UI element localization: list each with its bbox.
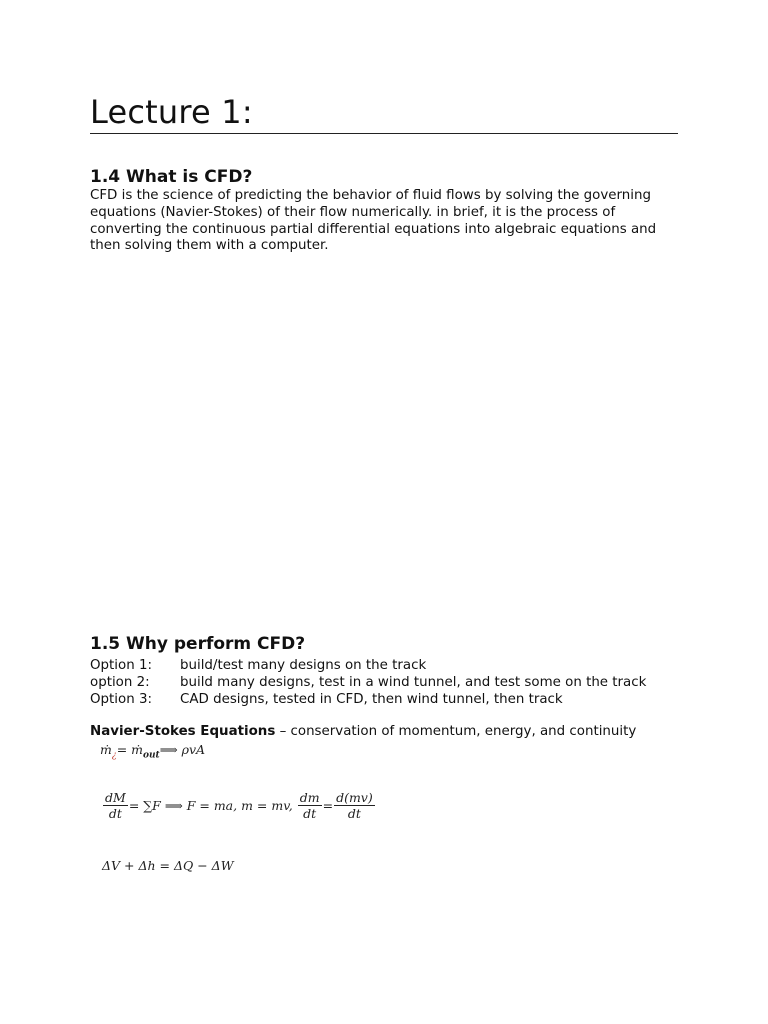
eq2-fraction-1 [103, 790, 128, 821]
eq2-f1-denominator: dt [108, 806, 122, 821]
eq2-f1-numerator: dM [105, 790, 126, 805]
eq1-equals: = ṁ [116, 742, 143, 757]
eq1-rest: ⟹ ρvA [159, 742, 206, 757]
what-is-cfd-paragraph: CFD is the science of predicting the behavior of fluid flows by solving the governing equations (Navier-Stokes) of their flow numerically. in brief, it is the process of converting the continuous partial differential equations into algebraic equations and then solving them with a computer. [90, 188, 657, 254]
eq2-equals: = [322, 798, 334, 813]
energy-equation: ΔV + Δh = ΔQ − ΔW [102, 858, 234, 873]
eq2-middle: = ∑F ⟹ F = ma, m = mv, [128, 798, 293, 813]
option-label: Option 1: [90, 658, 152, 673]
eq2-f2-numerator: dm [299, 790, 320, 805]
continuity-equation [100, 742, 205, 761]
option-text: CAD designs, tested in CFD, then wind tunnel, then track [180, 691, 563, 707]
eq1-rhs-subscript: out [143, 750, 160, 761]
eq1-lhs: ṁ [100, 742, 112, 757]
lecture-title: Lecture 1: [90, 93, 253, 131]
eq2-f2-denominator: dt [303, 806, 317, 821]
navier-stokes-line [90, 724, 636, 741]
option-text: build many designs, test in a wind tunnel, and test some on the track [180, 674, 647, 690]
option-row-2 [90, 675, 710, 692]
navier-stokes-label: Navier-Stokes Equations [90, 724, 276, 739]
section-heading-what-is-cfd: 1.4 What is CFD? [90, 167, 253, 187]
eq2-fraction-3 [334, 790, 375, 821]
options-list [90, 658, 710, 708]
option-row-1 [90, 658, 710, 675]
eq1-lhs-subscript: ¿ [111, 750, 117, 761]
section-heading-why-perform-cfd: 1.5 Why perform CFD? [90, 634, 306, 654]
eq2-f3-denominator: dt [347, 806, 361, 821]
title-rule [90, 133, 678, 134]
navier-stokes-description: – conservation of momentum, energy, and continuity [275, 724, 637, 739]
eq2-f3-numerator: d(mv) [336, 790, 373, 805]
option-label: Option 3: [90, 691, 152, 707]
momentum-equation [102, 790, 376, 821]
option-label: option 2: [90, 674, 150, 690]
eq2-fraction-2 [298, 790, 322, 821]
option-row-3 [90, 692, 710, 709]
option-text: build/test many designs on the track [180, 658, 427, 673]
